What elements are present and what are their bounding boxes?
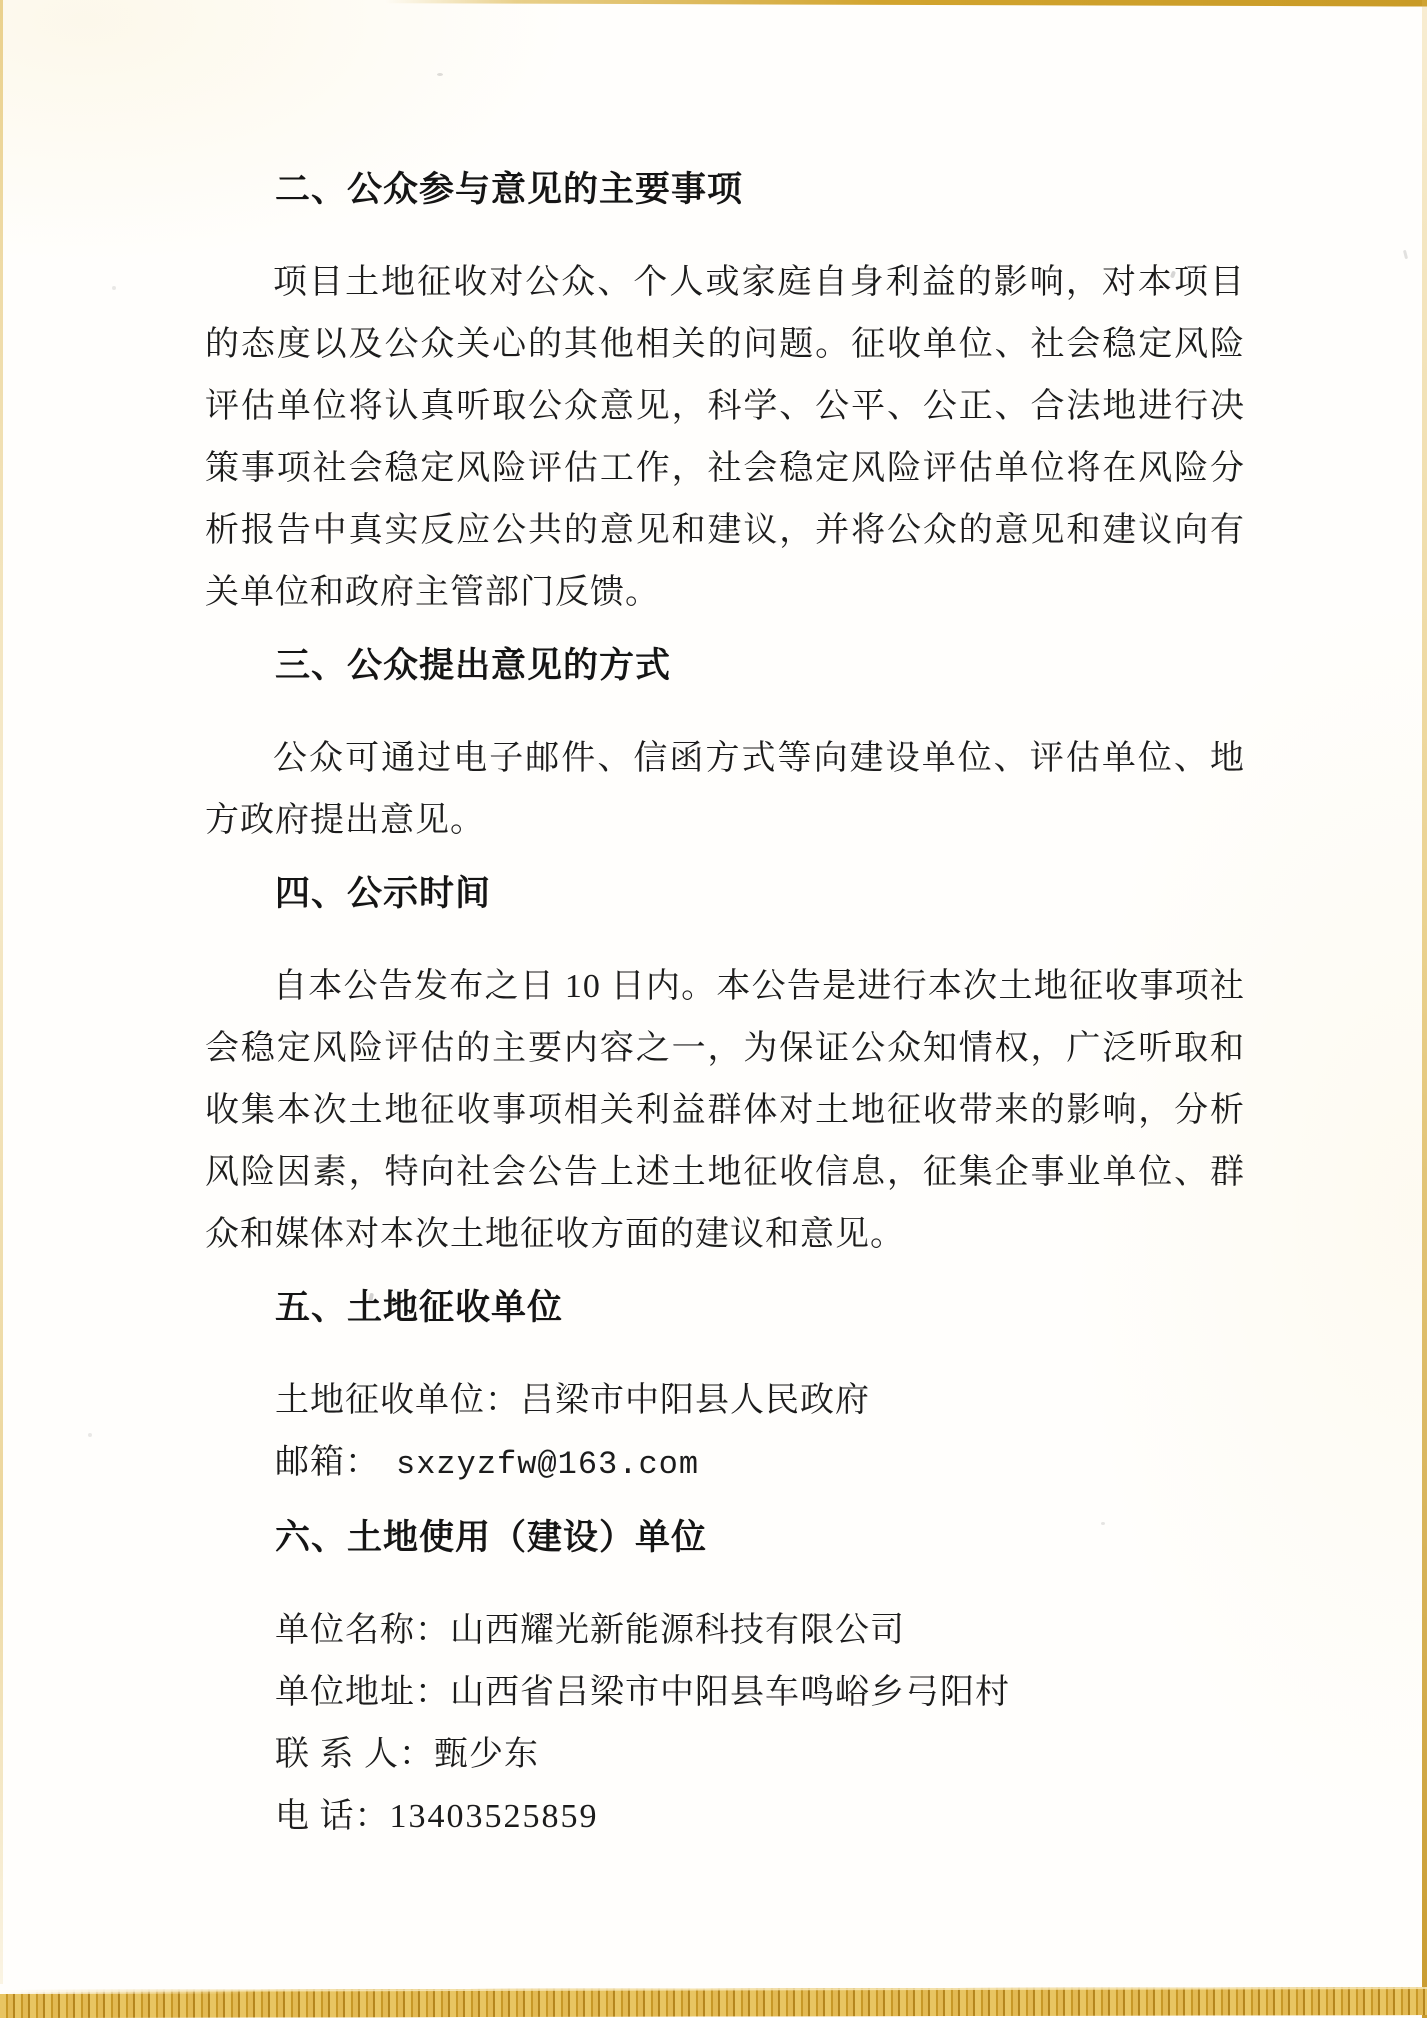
expropriation-unit-label: 土地征收单位：: [275, 1382, 520, 1419]
expropriation-unit-value: 吕梁市中阳县人民政府: [520, 1382, 870, 1419]
section-paragraph-4: 自本公告发布之日 10 日内。本公告是进行本次土地征收事项社会稳定风险评估的主要内容之一，为保证公众知情权，广泛听取和收集本次土地征收事项相关利益群体对土地征收带来的影响，分析风险因素，特向社会公告上述土地征收信息，征集企事业单位、群众和媒体对本次土地征收方面的建议和意见。: [205, 968, 1245, 1253]
section-public-participation: [205, 168, 1245, 624]
section-heading-3: 三、公众提出意见的方式: [275, 646, 672, 685]
email-label: 邮箱：: [275, 1444, 380, 1481]
section-comment-methods: [205, 644, 1245, 852]
unit-address-value: 山西省吕梁市中阳县车鸣峪乡弓阳村: [450, 1674, 1010, 1711]
unit-address-line: [205, 1662, 1245, 1724]
section-heading-2: 二、公众参与意见的主要事项: [275, 170, 744, 209]
scan-speck: [112, 286, 116, 290]
email-value: sxzyzfw@163.com: [396, 1446, 700, 1483]
expropriation-unit-line: [205, 1370, 1245, 1432]
section-publicity-period: [205, 872, 1245, 1266]
section-heading-6: 六、土地使用（建设）单位: [275, 1518, 708, 1557]
unit-name-value: 山西耀光新能源科技有限公司: [450, 1612, 905, 1649]
unit-name-label: 单位名称：: [275, 1612, 450, 1649]
phone-label: 电 话：: [275, 1798, 390, 1835]
page-edge-bottom: [0, 1987, 1427, 2018]
section-heading-5: 五、土地征收单位: [275, 1288, 564, 1327]
section-expropriation-unit: [205, 1286, 1245, 1496]
notice-body: [205, 168, 1245, 1848]
contact-person-label: 联 系 人：: [275, 1736, 434, 1773]
page-edge-left: [0, 0, 3, 2018]
scan-speck: [1403, 250, 1408, 259]
phone-line: [205, 1786, 1245, 1848]
unit-name-line: [205, 1600, 1245, 1662]
section-paragraph-2: 项目土地征收对公众、个人或家庭自身利益的影响，对本项目的态度以及公众关心的其他相关的问题。征收单位、社会稳定风险评估单位将认真听取公众意见，科学、公平、公正、合法地进行决策事项社会稳定风险评估工作，社会稳定风险评估单位将在风险分析报告中真实反应公共的意见和建议，并将公众的意见和建议向有关单位和政府主管部门反馈。: [205, 264, 1245, 611]
scan-speck: [437, 73, 443, 76]
section-heading-4: 四、公示时间: [275, 874, 492, 913]
phone-value: 13403525859: [389, 1798, 599, 1835]
page-edge-right: [1422, 0, 1427, 2018]
section-paragraph-3: 公众可通过电子邮件、信函方式等向建设单位、评估单位、地方政府提出意见。: [205, 740, 1245, 839]
scan-speck: [88, 1433, 92, 1437]
section-construction-unit: [205, 1516, 1245, 1848]
contact-person-line: [205, 1724, 1245, 1786]
page-edge-top: [385, 0, 1427, 7]
contact-person-value: 甄少东: [434, 1736, 539, 1773]
email-line: [205, 1432, 1245, 1496]
unit-address-label: 单位地址：: [275, 1674, 450, 1711]
